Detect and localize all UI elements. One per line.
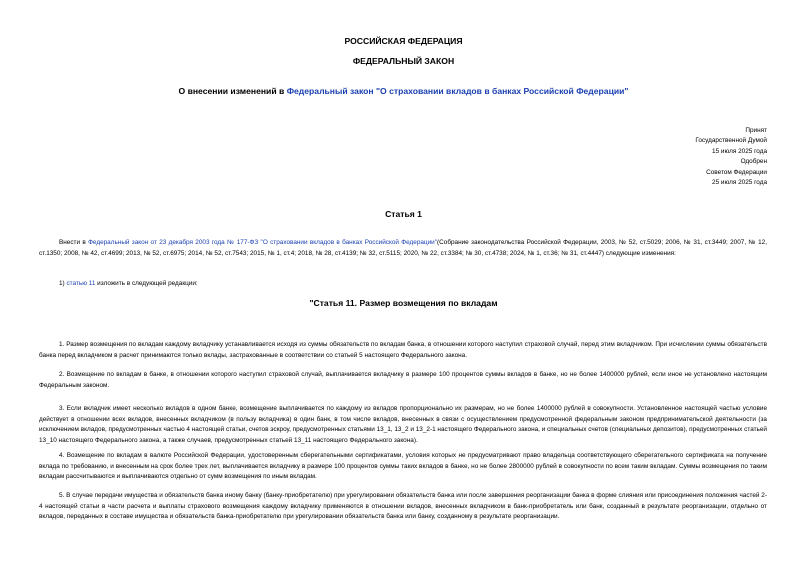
- adopted-by: Государственной Думой: [695, 137, 767, 145]
- adoption-block: [567, 126, 767, 188]
- item1-article-link[interactable]: статью 11: [66, 280, 96, 287]
- adopted-date: 15 июля 2025 года: [712, 147, 767, 155]
- article-intro: [39, 238, 767, 259]
- article-heading: Статья 1: [385, 209, 422, 219]
- paragraph-5: 5. В случае передачи имущества и обязательств банка иному банку (банку-приобретателю) при урегулировании обязательств банка или после завершения реорганизации банка в форме слияния или присоединения положения частей 2-4 настоящей статьи в части расчета и выплаты страхового возмещения каждому вкладчику применяются в отношении вкладов, внесенных вкладчиком в банк-приобретатель или банк, созданный в результате реорганизации, отдельно от вкладов, переданных в составе имущества и обязательств банка-приобретателю при урегулировании обязательств банка или банку, созданному в результате реорганизации.: [39, 492, 767, 521]
- approved-date: 25 июля 2025 года: [712, 179, 767, 187]
- amendment-item-1: [39, 279, 767, 290]
- paragraph-3: 3. Если вкладчик имеет несколько вкладов в одном банке, возмещение выплачивается по каждому из вкладов пропорционально их размерам, но не более 1400000 рублей в совокупности. Установленное настоящей частью условие действует в отношении всех вкладов, внесенных вкладчиком (в пользу вкладчика) в один банк, в том числе вкладов, внесенных в связи с осуществлением предусмотренной федеральным законом предпринимательской деятельности (за исключением вкладов, предусмотренных частью 4 настоящей статьи, счетов эскроу, предусмотренных статьями 13_1, 13_2 и 13_2-1 настоящего Федерального закона, и специальных счетов (специальных депозитов), предусмотренных статьей 13_10 настоящего Федерального закона, а также случаев, предусмотренных статьей 13_11 настоящего Федерального закона).: [39, 405, 767, 444]
- item1-rest: изложить в следующей редакции:: [95, 280, 198, 287]
- intro-rest: (Собрание законодательства Российской Федерации, 2003, № 52, ст.5029; 2006, № 31, ст.3449; 2007, № 12, ст.1350; 2008, № 42, ст.4699; 2013, № 52, ст.6975; 2014, № 52, ст.7543; 2015, № 1, ст.4; 2018, № 28, ст.4139; № 32, ст.5115; 2020, № 22, ст.3384; № 30, ст.4738; 2024, № 1, ст.36; № 31, ст.4447) следующие изменения:: [39, 239, 768, 257]
- approved-by: Советом Федерации: [706, 168, 767, 176]
- adopted-label: Принят: [745, 127, 767, 134]
- item1-prefix: 1): [59, 280, 67, 287]
- intro-law-link[interactable]: Федеральный закон от 23 декабря 2003 года № 177-ФЗ "О страховании вкладов в банках Российской Федерации": [88, 239, 438, 246]
- approved-label: Одобрен: [740, 158, 767, 166]
- intro-prefix: Внести в: [59, 239, 89, 246]
- paragraph-1: 1. Размер возмещения по вкладам каждому вкладчику устанавливается исходя из суммы обязательств по вкладам банка, в отношении которого наступил страховой случай, перед этим вкладчиком. При исчислении суммы обязательств банка перед вкладчиком в расчет принимаются только вклады, застрахованные в соответствии со статьей 5 настоящего Федерального закона.: [39, 341, 767, 359]
- country-heading: РОССИЙСКАЯ ФЕДЕРАЦИЯ: [344, 36, 463, 46]
- law-title: [0, 86, 807, 97]
- article-11-heading: "Статья 11. Размер возмещения по вкладам: [309, 298, 498, 308]
- law-title-link[interactable]: Федеральный закон "О страховании вкладов в банках Российской Федерации": [286, 86, 629, 96]
- law-type-heading: ФЕДЕРАЛЬНЫЙ ЗАКОН: [352, 56, 455, 66]
- paragraph-2: 2. Возмещение по вкладам в банке, в отношении которого наступил страховой случай, выплачивается вкладчику в размере 100 процентов суммы вкладов в банке, но не более 1400000 рублей, если иное не установлено настоящим Федеральным законом.: [39, 371, 767, 389]
- paragraph-4: 4. Возмещение по вкладам в валюте Российской Федерации, удостоверенным сберегательными сертификатами, условия которых не предусматривают право владельца соответствующего сберегательного сертификата на получение вклада по требованию, и внесенным на срок более трех лет, выплачивается вкладчику в размере 100 процентов суммы таких вкладов в банке, но не более 2800000 рублей в совокупности по всем таким вкладам. Суммы возмещения по таким вкладам рассчитываются и выплачиваются отдельно от сумм возмещения по иным вкладам.: [39, 452, 767, 481]
- law-title-prefix: О внесении изменений в: [178, 86, 287, 96]
